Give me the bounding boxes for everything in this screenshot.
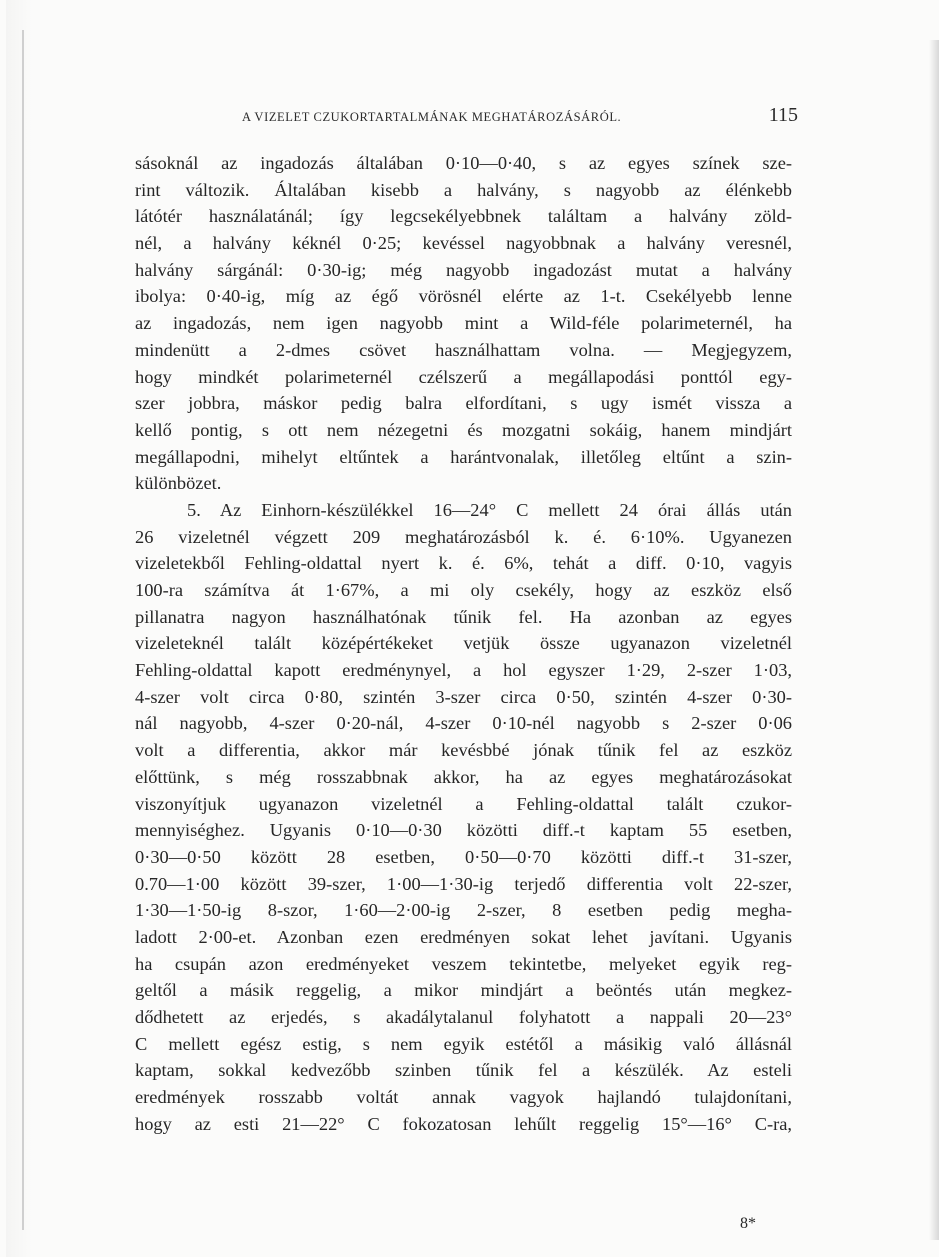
- scan-shadow-right: [929, 40, 939, 1240]
- body-text: [135, 150, 792, 1137]
- text-line: megállapodni, mihelyt eltűntek a harántvonalak, illetőleg eltűnt a szin-: [135, 446, 792, 467]
- text-line: előttünk, s még rosszabbnak akkor, ha az egyes meghatározásokat: [135, 766, 792, 787]
- text-line: 26 vizeletnél végzett 209 meghatározásból k. é. 6·10%. Ugyanezen: [135, 526, 792, 547]
- printer-signature-mark: 8*: [740, 1215, 756, 1232]
- text-line: geltől a másik reggelig, a mikor mindjárt a beöntés után megkez-: [135, 980, 792, 1001]
- page-number: 115: [768, 104, 798, 126]
- text-line: nél, a halvány kéknél 0·25; kevéssel nagyobbnak a halvány veresnél,: [135, 233, 792, 254]
- paragraph-start-line: 5. Az Einhorn-készülékkel 16—24° C mellett 24 órai állás után: [187, 499, 792, 520]
- text-line: hogy mindkét polarimeternél czélszerű a megállapodási ponttól egy-: [135, 366, 792, 387]
- scan-binding-line: [22, 30, 24, 1230]
- text-line: 1·30—1·50-ig 8-szor, 1·60—2·00-ig 2-szer, 8 esetben pedig megha-: [135, 900, 792, 921]
- text-line: sásoknál az ingadozás általában 0·10—0·40, s az egyes színek sze-: [135, 153, 792, 173]
- text-line: 100-ra számítva át 1·67%, a mi oly csekély, hogy az eszköz első: [135, 580, 792, 600]
- text-line: mindenütt a 2-dmes csövet használhattam volna. — Megjegyzem,: [135, 339, 792, 360]
- text-line: 0.70—1·00 között 39-szer, 1·00—1·30-ig terjedő differentia volt 22-szer,: [135, 873, 792, 894]
- text-line: vizeleteknél talált középértékeket vetjük össze ugyanazon vizeletnél: [135, 633, 792, 654]
- text-line: különbözet.: [135, 473, 222, 494]
- text-line: dődhetett az erjedés, s akadálytalanul folyhatott a nappali 20—23°: [135, 1007, 792, 1027]
- text-line: nál nagyobb, 4-szer 0·20-nál, 4-szer 0·10-nél nagyobb s 2-szer 0·06: [135, 713, 792, 734]
- text-line: Fehling-oldattal kapott eredménynyel, a hol egyszer 1·29, 2-szer 1·03,: [135, 660, 792, 681]
- text-line: ha csupán azon eredményeket veszem tekintetbe, melyeket egyik reg-: [135, 953, 792, 974]
- text-line: szer jobbra, máskor pedig balra elfordítani, s ugy ismét vissza a: [135, 393, 792, 414]
- text-line: eredmények rosszabb voltát annak vagyok hajlandó tulajdonítani,: [135, 1087, 792, 1108]
- text-line: kellő pontig, s ott nem nézegetni és mozgatni sokáig, hanem mindjárt: [135, 419, 792, 440]
- text-line: kaptam, sokkal kedvezőbb szinben tűnik fel a készülék. Az esteli: [135, 1060, 792, 1081]
- text-line: 4-szer volt circa 0·80, szintén 3-szer circa 0·50, szintén 4-szer 0·30-: [135, 686, 792, 707]
- text-line: vizeletekből Fehling-oldattal nyert k. é. 6%, tehát a diff. 0·10, vagyis: [135, 553, 792, 574]
- text-line: volt a differentia, akkor már kevésbbé jónak tűnik fel az eszköz: [135, 740, 792, 761]
- text-line: az ingadozás, nem igen nagyobb mint a Wild-féle polarimeternél, ha: [135, 313, 792, 334]
- text-line: ibolya: 0·40-ig, míg az égő vörösnél elérte az 1-t. Csekélyebb lenne: [135, 286, 792, 307]
- scan-shadow-left: [6, 0, 32, 1257]
- text-line: mennyiséghez. Ugyanis 0·10—0·30 közötti diff.-t kaptam 55 esetben,: [135, 820, 792, 841]
- text-line: 0·30—0·50 között 28 esetben, 0·50—0·70 közötti diff.-t 31-szer,: [135, 846, 792, 867]
- running-title: A VIZELET CZUKORTARTALMÁNAK MEGHATÁROZÁSÁRÓL.: [242, 110, 622, 124]
- text-line: rint változik. Általában kisebb a halvány, s nagyobb az élénkebb: [135, 179, 792, 200]
- text-line: viszonyítjuk ugyanazon vizeletnél a Fehling-oldattal talált czukor-: [135, 793, 792, 814]
- text-line: pillanatra nagyon használhatónak tűnik fel. Ha azonban az egyes: [135, 606, 792, 627]
- text-line: halvány sárgánál: 0·30-ig; még nagyobb ingadozást mutat a halvány: [135, 259, 792, 280]
- page-header: [242, 104, 798, 130]
- text-line: hogy az esti 21—22° C fokozatosan lehűlt reggelig 15°—16° C-ra,: [135, 1113, 792, 1134]
- text-line: C mellett egész estig, s nem egyik estétől a másikig való állásnál: [135, 1033, 792, 1054]
- text-line: látótér használatánál; így legcsekélyebbnek találtam a halvány zöld-: [135, 206, 792, 227]
- text-line: ladott 2·00-et. Azonban ezen eredményen sokat lehet javítani. Ugyanis: [135, 926, 792, 947]
